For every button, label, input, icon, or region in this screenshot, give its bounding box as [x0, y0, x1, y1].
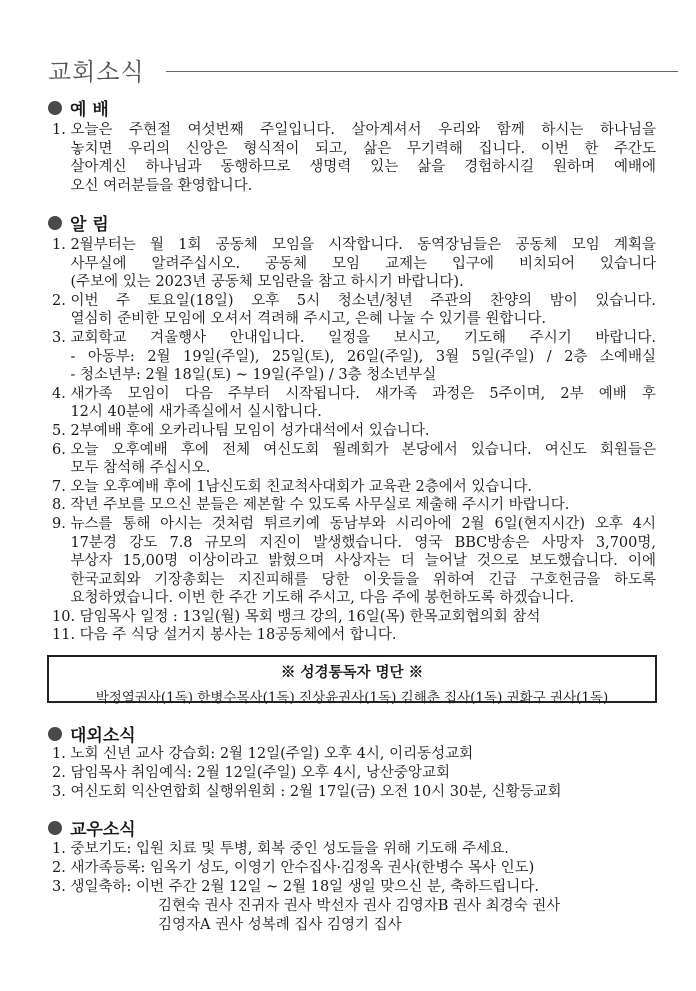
- members-list: [52, 840, 656, 935]
- bible-reading-names: 박정열권사(1독) 한병수목사(1독) 진상윤권사(1독) 김해춘 집사(1독) 권화구 권사(1독): [95, 690, 609, 706]
- list-item: 1. 노회 신년 교사 강습회: 2월 12일(주일) 오후 4시, 이리동성교회: [52, 746, 474, 762]
- birthday-line: 김현숙 권사 진귀자 권사 박선자 권사 김영자B 권사 최경숙 권사: [158, 898, 561, 914]
- list-item: 1. 중보기도: 입원 치료 및 투병, 회복 중인 성도들을 위해 기도해 주세요.: [52, 841, 509, 857]
- section-worship-heading: [48, 95, 109, 120]
- item-text-line: 오신 여러분들을 환영합니다.: [70, 177, 253, 194]
- item-number: 1.: [52, 122, 71, 138]
- item-text-line: 모두 참석해 주십시오.: [70, 460, 211, 477]
- item-number: 8.: [52, 497, 71, 514]
- list-item: [52, 478, 656, 497]
- list-item: [52, 422, 656, 441]
- page-header: [48, 52, 678, 86]
- birthday-names: [52, 897, 656, 935]
- item-text-line: 부상자 15,00명 이상이라고 밝혔으며 사상자는 더 늘어날 것으로 보도했습니다. 이에: [70, 553, 656, 570]
- list-item: [52, 385, 656, 422]
- item-number: 4.: [52, 385, 71, 402]
- item-text-line: (주보에 있는 2023년 공동체 모임란을 참고 하시기 바랍니다).: [70, 274, 464, 291]
- birthday-line: 김영자A 권사 성복례 집사 김영기 집사: [158, 917, 402, 933]
- item-number: 11.: [52, 627, 80, 644]
- section-members-heading: [48, 815, 136, 840]
- list-item: 2. 담임목사 취임예식: 2월 12일(주일) 오후 4시, 낭산중앙교회: [52, 765, 450, 781]
- item-number: 1.: [52, 237, 71, 253]
- external-list: [52, 745, 656, 802]
- section-title: 예 배: [70, 100, 109, 120]
- bullet-icon: [48, 821, 62, 835]
- list-item: [52, 292, 656, 329]
- list-item: [52, 329, 656, 385]
- bullet-icon: [48, 101, 62, 115]
- item-text-line: 요청하였습니다. 이번 한 주간 기도해 주시고, 다음 주에 봉헌하도록 하겠습니다.: [70, 590, 574, 607]
- section-title: 알 림: [70, 215, 109, 235]
- item-text-line: 2부예배 후에 오카리나팀 모임이 성가대석에서 있습니다.: [70, 422, 430, 439]
- item-text-line: 교회학교 겨울행사 안내입니다. 일정을 보시고, 기도해 주시기 바랍니다.: [70, 329, 656, 346]
- item-number: 9.: [52, 515, 71, 532]
- item-number: 7.: [52, 478, 71, 495]
- item-text-line: 사무실에 알려주십시오. 공동체 모임 교제는 입구에 비치되어 있습니다: [70, 255, 656, 272]
- list-item: [52, 441, 656, 478]
- item-text-line: 살아계신 하나님과 동행하므로 생명력 있는 삶을 경험하시길 원하며 예배에: [70, 159, 656, 176]
- item-text-line: 오늘은 주현절 여섯번째 주일입니다. 살아계셔서 우리와 함께 하시는 하나님을: [70, 122, 656, 138]
- list-item: [52, 608, 656, 627]
- bible-reading-title: ※ 성경통독자 명단 ※: [280, 664, 424, 681]
- list-item: [52, 496, 656, 515]
- list-item: [52, 626, 656, 645]
- item-number: 3.: [52, 329, 71, 346]
- section-external-heading: [48, 721, 136, 746]
- item-text-line: - 청소년부: 2월 18일(토) ~ 19일(주일) / 3층 청소년부실: [70, 367, 437, 384]
- item-number: 2.: [52, 292, 71, 309]
- bullet-icon: [48, 727, 62, 741]
- header-divider: [166, 71, 678, 72]
- item-text-line: 놓치면 우리의 신앙은 형식적이 되고, 삶은 무기력해 집니다. 이번 한 주간도: [70, 140, 656, 157]
- list-item: [52, 236, 656, 292]
- section-title: 교우소식: [70, 820, 136, 840]
- page-title: 교회소식: [48, 58, 145, 86]
- worship-list: [52, 121, 656, 195]
- item-text-line: 새가족 모임이 다음 주부터 시작됩니다. 새가족 과정은 5주이며, 2부 예배 후: [70, 385, 656, 402]
- item-text-line: 담임목사 일정 : 13일(월) 목회 뱅크 강의, 16일(목) 한목교회협의회 참석: [79, 608, 541, 625]
- item-text-line: 뉴스를 통해 아시는 것처럼 튀르키예 동남부와 시리아에 2월 6일(현지시간) 오후 4시: [70, 515, 656, 532]
- notices-list: [52, 236, 656, 645]
- bible-reading-box: [47, 655, 657, 706]
- list-item: [52, 515, 656, 608]
- list-item: [52, 121, 656, 195]
- item-text-line: 한국교회와 기장총회는 지진피해를 당한 이웃들을 위하여 긴급 구호헌금을 하도록: [70, 571, 656, 588]
- item-text-line: 오늘 오후예배 후에 1남신도회 친교척사대회가 교육관 2층에서 있습니다.: [70, 478, 532, 495]
- item-text-line: 2월부터는 월 1회 공동체 모임을 시작합니다. 동역장님들은 공동체 모임 계획을: [70, 237, 656, 253]
- list-item: 2. 새가족등록: 임옥기 성도, 이영기 안수집사·김정옥 권사(한병수 목사 인도): [52, 860, 535, 876]
- item-text-line: 열심히 준비한 모임에 오셔서 격려해 주시고, 은혜 나눌 수 있기를 원합니다.: [70, 311, 546, 328]
- item-text-line: 17분경 강도 7.8 규모의 지진이 발생했습니다. 영국 BBC방송은 사망자 3,700명,: [70, 534, 656, 551]
- item-text-line: 오늘 오후예배 후에 전체 여신도회 월례회가 본당에서 있습니다. 여신도 회원들은: [70, 441, 656, 458]
- list-item: 3. 여신도회 익산연합회 실행위원회 : 2월 17일(금) 오전 10시 30분, 신황등교회: [52, 784, 562, 800]
- list-item: 3. 생일축하: 이번 주간 2월 12일 ~ 2월 18일 생일 맞으신 분, 축하드립니다.: [52, 879, 539, 895]
- item-number: 5.: [52, 422, 71, 439]
- item-text-line: 작년 주보를 모으신 분들은 제본할 수 있도록 사무실로 제출해 주시기 바랍니다.: [70, 497, 570, 514]
- section-title: 대외소식: [70, 726, 136, 746]
- item-text-line: 12시 40분에 새가족실에서 실시합니다.: [70, 404, 322, 421]
- item-text-line: 다음 주 식당 설거지 봉사는 18공동체에서 합니다.: [79, 627, 397, 644]
- bullet-icon: [48, 216, 62, 230]
- section-notices-heading: [48, 210, 109, 235]
- item-text-line: 이번 주 토요일(18일) 오후 5시 청소년/청년 주관의 찬양의 밤이 있습니다.: [70, 292, 656, 309]
- item-number: 6.: [52, 441, 71, 458]
- item-text-line: - 아동부: 2월 19일(주일), 25일(토), 26일(주일), 3월 5일(주일) / 2층 소예배실: [70, 348, 656, 365]
- item-number: 10.: [52, 608, 80, 625]
